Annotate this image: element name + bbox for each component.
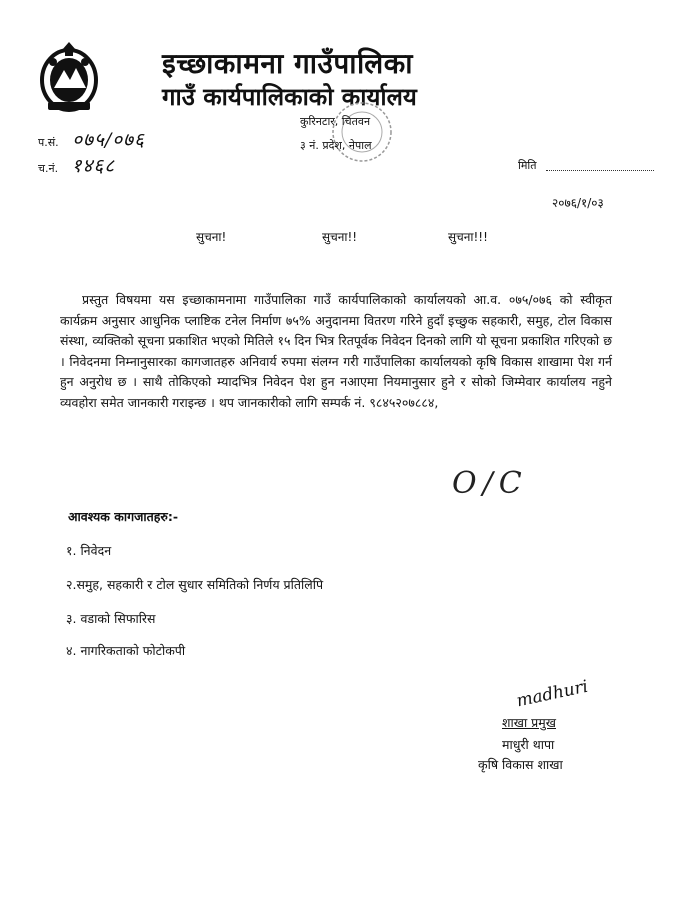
address-line-1: कुरिनटार, चितवन	[300, 115, 371, 128]
document-item: १. निवेदन	[66, 543, 112, 558]
oc-initials: O/C	[452, 466, 528, 501]
address-line-2: ३ नं. प्रदेश, नेपाल	[300, 139, 372, 152]
handwritten-signature: madhuri	[514, 676, 590, 712]
required-documents-heading: आवश्यक कागजातहरु:-	[68, 509, 179, 524]
letter-date: २०७६/१/०३	[552, 196, 604, 210]
office-name: गाउँ कार्यपालिकाको कार्यालय	[162, 83, 417, 111]
document-item: ३. वडाको सिफारिस	[66, 611, 156, 626]
document-item: २.समुह, सहकारी र टोल सुधार समितिको निर्णय प्रतिलिपि	[66, 577, 324, 592]
document-item: ४. नागरिकताको फोटोकपी	[66, 643, 186, 658]
chalani-number	[38, 152, 115, 178]
notice-heading-1: सुचना!	[196, 230, 227, 244]
notice-heading-2: सुचना!!	[322, 230, 358, 244]
patra-value: ०७५/०७६	[72, 129, 145, 151]
patra-sankhya	[38, 126, 145, 152]
municipality-name: इच्छाकामना गाउँपालिका	[162, 47, 413, 80]
chalani-label: च.नं.	[38, 162, 59, 175]
notice-body: प्रस्तुत विषयमा यस इच्छाकामनामा गाउँपालिका गाउँ कार्यपालिकाको कार्यालयको आ.व. ०७५/०७६ को स्वीकृत कार्यक्रम अनुसार आधुनिक प्लाष्टिक टनेल निर्माण ७५% अनुदानमा वितरण गरिने हुदाँ इच्छुक सहकारी, समुह, टोल विकास संस्था, व्यक्तिको सूचना प्रकाशित भएको मितिले १५ दिन भित्र रितपूर्वक निवेदन दिनको लागि यो सूचना प्रकाशित गरिएको छ । निवेदनमा निम्नानुसारका कागजातहरु अनिवार्य रुपमा संलग्न गरी गाउँपालिका कार्यालयको कृषि विकास शाखामा पेश गर्न हुन अनुरोध छ । साथै तोकिएको म्यादभित्र निवेदन पेश हुन नआएमा नियमानुसार हुने र सोको जिम्मेवार कार्यालय नहुने व्यवहोरा समेत जानकारी गराइन्छ । थप जानकारीको लागि सम्पर्क नं. ९८४५२०७८८४,	[60, 292, 612, 410]
signatory-section: कृषि विकास शाखा	[478, 757, 563, 772]
signatory-name: माधुरी थापा	[502, 737, 555, 752]
date-label: मिति	[518, 159, 537, 172]
chalani-value: १४६८	[71, 155, 116, 177]
patra-label: प.सं.	[38, 136, 59, 149]
office-seal-stamp	[330, 100, 394, 164]
date-blank-line	[546, 170, 654, 171]
notice-heading-3: सुचना!!!	[448, 230, 488, 244]
nepal-emblem-icon	[40, 40, 98, 114]
signatory-title: शाखा प्रमुख	[502, 715, 556, 730]
